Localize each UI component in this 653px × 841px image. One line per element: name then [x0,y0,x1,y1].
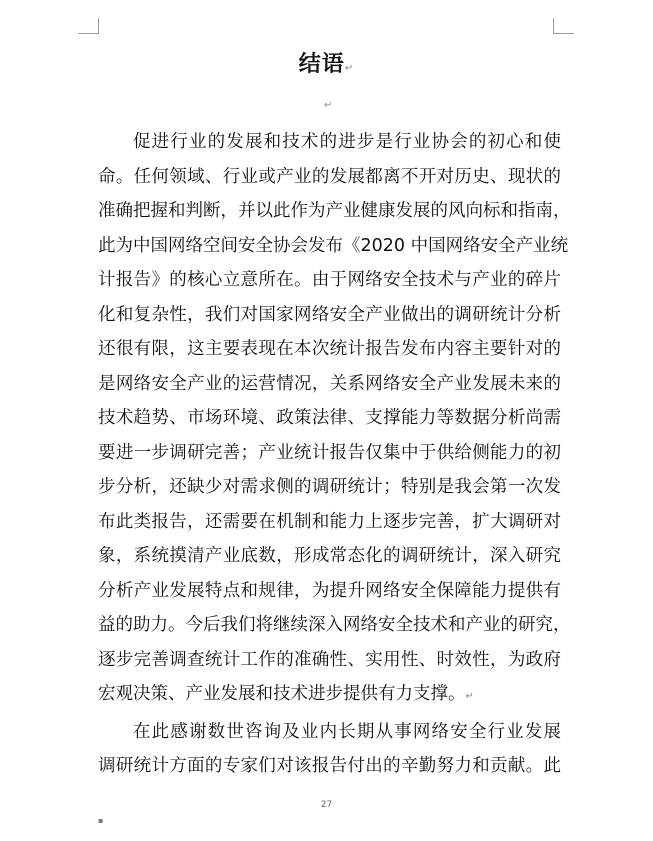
text-line: 逐步完善调查统计工作的准确性、实用性、时效性，为政府 [98,649,561,670]
text-line: 在此感谢数世咨询及业内长期从事网络安全行业发展 [133,721,561,742]
document-body [98,125,571,784]
text-line: 计报告》的核心立意所在。由于网络安全技术与产业的碎片 [98,270,561,290]
text-line: 还很有限，这主要表现在本次统计报告发布内容主要针对的 [98,339,561,359]
crop-mark-top-right [553,18,574,34]
text-line: 步分析，还缺少对需求侧的调研统计；特别是我会第一次发 [98,477,561,497]
text-line [98,677,561,715]
text-line: 布此类报告，还需要在机制和能力上逐步完善，扩大调研对 [98,511,561,532]
text-line: 分析产业发展特点和规律，为提升网络安全保障能力提供有 [98,580,561,601]
text-line: 技术趋势、市场环境、政策法律、支撑能力等数据分析尚需 [98,408,561,428]
page-number: 27 [320,800,333,810]
text-line: 要进一步调研完善；产业统计报告仅集中于供给侧能力的初 [98,442,561,463]
crop-mark-top-left [78,18,99,34]
paragraph [98,715,561,784]
paragraph-mark-icon: ↵ [465,691,474,702]
paragraph-mark-icon: ↵ [344,63,355,74]
paragraph-mark-icon: ↵ [324,100,333,111]
text-line: 准确把握和判断，并以此作为产业健康发展的风向标和指南， [98,201,571,221]
text-line: 命。任何领域、行业或产业的发展都离不开对历史、现状的 [98,166,561,187]
text-line: 象，系统摸清产业底数，形成常态化的调研统计，深入研究 [98,546,561,566]
text-line: 调研统计方面的专家们对该报告付出的辛勤努力和贡献。此 [98,756,561,776]
paragraph-mark-icon: ▪ [98,816,104,825]
paragraph [98,125,571,715]
title-text: 结语 [298,52,345,77]
text-line: 此为中国网络空间安全协会发布《2020 中国网络安全产业统 [98,235,569,256]
text-line: 是网络安全产业的运营情况，关系网络安全产业发展未来的 [98,373,561,394]
text-line: 益的助力。今后我们将继续深入网络安全技术和产业的研究， [98,615,571,635]
text-line: 化和复杂性，我们对国家网络安全产业做出的调研统计分析 [98,304,561,325]
page-title [0,47,653,78]
text-line-content: 宏观决策、产业发展和技术进步提供有力支撑。 [98,684,466,704]
text-line: 促进行业的发展和技术的进步是行业协会的初心和使 [133,132,561,152]
